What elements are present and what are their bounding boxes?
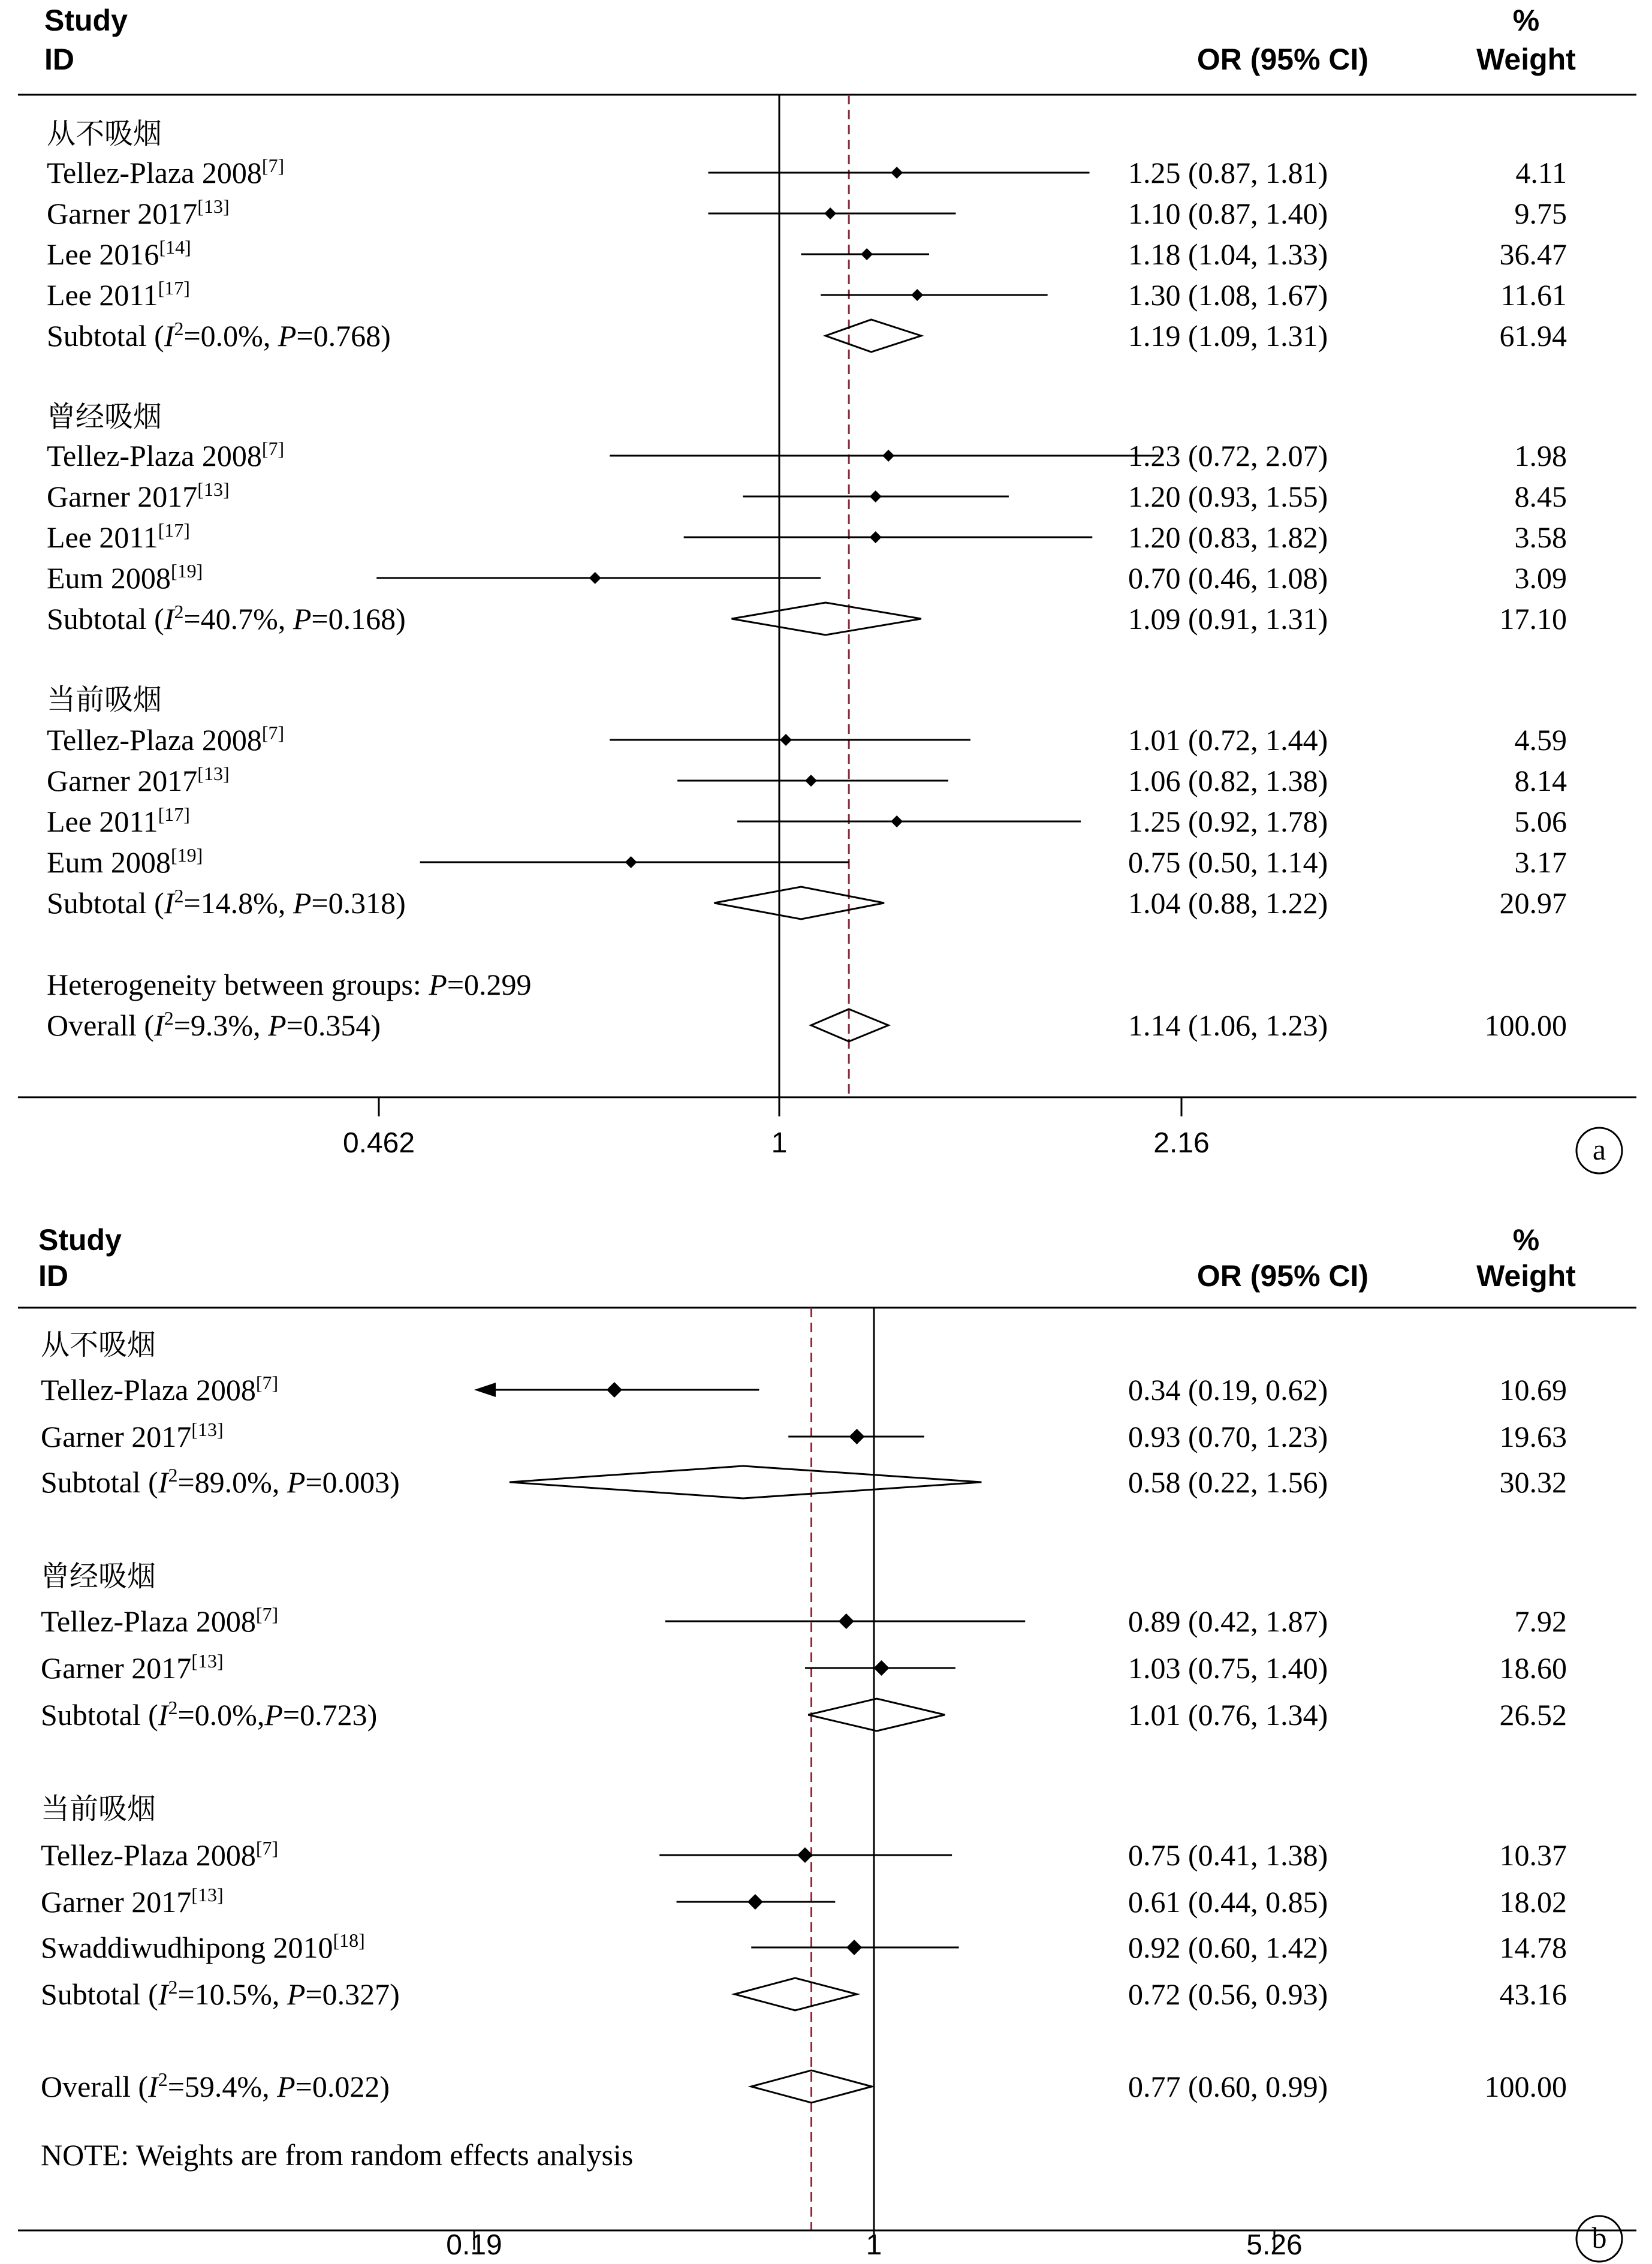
point-estimate — [891, 815, 903, 827]
stat-prefix: Overall ( — [47, 1008, 155, 1042]
study-name: Lee 2011 — [47, 520, 158, 554]
or-ci-value: 0.77 (0.60, 0.99) — [1128, 2070, 1328, 2103]
p-value: =0.723) — [282, 1698, 378, 1732]
stat-prefix: Subtotal ( — [41, 1465, 158, 1499]
study-name: Swaddiwudhipong 2010 — [41, 1931, 333, 1964]
or-ci-value: 0.58 (0.22, 1.56) — [1128, 1465, 1328, 1499]
p-value: =0.022) — [295, 2070, 390, 2103]
header-weight: Weight — [1476, 43, 1576, 76]
i2-exponent: 2 — [174, 885, 184, 907]
study-label — [47, 803, 190, 838]
point-estimate — [805, 775, 817, 787]
forest-panel-b — [18, 1223, 1636, 2262]
subtotal-label — [41, 1976, 400, 2011]
weight-value: 8.14 — [1514, 764, 1567, 797]
x-tick-label: 0.462 — [342, 1127, 415, 1159]
group-label: 当前吸烟 — [47, 683, 162, 716]
study-label — [41, 1884, 224, 1919]
or-ci-value: 1.30 (1.08, 1.67) — [1128, 278, 1328, 312]
point-estimate — [607, 1382, 622, 1398]
weight-value: 18.60 — [1499, 1651, 1567, 1685]
study-name: Lee 2016 — [47, 237, 159, 271]
or-ci-value: 1.04 (0.88, 1.22) — [1128, 886, 1328, 920]
i2-symbol: I — [158, 1698, 168, 1732]
weight-value: 10.69 — [1499, 1373, 1567, 1407]
i2-exponent: 2 — [168, 1976, 178, 1998]
i2-symbol: I — [154, 1008, 164, 1042]
weight-value: 3.09 — [1514, 561, 1567, 595]
point-estimate — [891, 167, 903, 179]
study-label — [47, 438, 284, 472]
study-ref: [13] — [197, 478, 230, 500]
p-symbol: P — [287, 1465, 306, 1499]
group-label: 从不吸烟 — [41, 1328, 156, 1362]
p-symbol: P — [293, 886, 312, 920]
study-name: Tellez-Plaza 2008 — [47, 723, 262, 757]
i2-stats: =0.0%, — [177, 1698, 265, 1732]
header-or-ci: OR (95% CI) — [1196, 43, 1369, 76]
study-name: Tellez-Plaza 2008 — [41, 1604, 256, 1638]
i2-symbol: I — [158, 1465, 168, 1499]
weight-value: 8.45 — [1514, 480, 1567, 513]
study-label — [47, 478, 230, 513]
or-ci-value: 1.01 (0.72, 1.44) — [1128, 723, 1328, 757]
subtotal-label — [41, 1464, 400, 1499]
study-ref: [7] — [255, 1372, 279, 1393]
subtotal-diamond — [825, 320, 921, 352]
subtotal-diamond — [735, 1978, 857, 2010]
or-ci-value: 0.61 (0.44, 0.85) — [1128, 1885, 1328, 1919]
or-ci-value: 1.20 (0.93, 1.55) — [1128, 480, 1328, 513]
subtotal-diamond — [732, 603, 921, 635]
study-name: Garner 2017 — [41, 1885, 192, 1919]
study-name: Lee 2011 — [47, 805, 158, 838]
i2-exponent: 2 — [168, 1697, 178, 1718]
study-label — [47, 844, 203, 879]
study-ref: [17] — [158, 803, 190, 825]
weight-value: 3.58 — [1514, 520, 1567, 554]
stat-prefix: Subtotal ( — [41, 1977, 158, 2011]
weight-value: 100.00 — [1484, 2070, 1567, 2103]
ci-arrow — [474, 1383, 496, 1397]
subtotal-diamond — [714, 887, 884, 919]
point-estimate — [747, 1894, 763, 1910]
weight-value: 14.78 — [1499, 1931, 1567, 1964]
p-value: =0.003) — [305, 1465, 400, 1499]
study-label — [47, 722, 284, 757]
study-name: Garner 2017 — [47, 197, 198, 230]
study-label — [41, 1650, 224, 1685]
weight-value: 11.61 — [1500, 278, 1567, 312]
point-estimate — [780, 734, 792, 746]
weight-value: 9.75 — [1514, 197, 1567, 230]
or-ci-value: 1.25 (0.87, 1.81) — [1128, 156, 1328, 189]
study-ref: [19] — [170, 560, 203, 582]
study-name: Garner 2017 — [41, 1651, 192, 1685]
i2-exponent: 2 — [168, 1464, 178, 1486]
study-label — [47, 519, 190, 554]
subtotal-diamond — [510, 1466, 981, 1498]
stat-prefix: Overall ( — [41, 2070, 149, 2103]
weight-value: 10.37 — [1499, 1838, 1567, 1872]
or-ci-value: 1.18 (1.04, 1.33) — [1128, 237, 1328, 271]
note-label — [41, 2138, 633, 2172]
x-tick-label: 0.19 — [446, 2229, 502, 2261]
or-ci-value: 1.03 (0.75, 1.40) — [1128, 1651, 1328, 1685]
group-label: 曾经吸烟 — [41, 1559, 156, 1593]
x-tick-label: 1 — [771, 1127, 788, 1159]
point-estimate — [882, 450, 894, 462]
study-ref: [7] — [261, 438, 285, 459]
study-name: Eum 2008 — [47, 845, 171, 879]
header-percent: % — [1512, 1223, 1540, 1257]
point-estimate — [870, 531, 882, 543]
weight-value: 43.16 — [1499, 1977, 1567, 2011]
note-text: Heterogeneity between groups: — [47, 968, 429, 1001]
x-tick-label: 5.26 — [1246, 2229, 1303, 2261]
study-label — [41, 1419, 224, 1453]
study-label — [47, 195, 230, 230]
i2-stats: =59.4%, — [167, 2070, 278, 2103]
study-ref: [13] — [197, 195, 230, 217]
study-ref: [13] — [197, 763, 230, 784]
p-symbol: P — [268, 1008, 287, 1042]
or-ci-value: 1.23 (0.72, 2.07) — [1128, 439, 1328, 472]
note-label — [47, 968, 532, 1001]
weight-value: 7.92 — [1514, 1604, 1567, 1638]
group-label: 当前吸烟 — [41, 1792, 156, 1826]
study-ref: [17] — [158, 519, 190, 541]
stat-prefix: Subtotal ( — [47, 602, 164, 636]
i2-exponent: 2 — [164, 1007, 174, 1029]
i2-exponent: 2 — [158, 2069, 168, 2090]
study-ref: [14] — [159, 236, 191, 258]
or-ci-value: 0.70 (0.46, 1.08) — [1128, 561, 1328, 595]
point-estimate — [870, 490, 882, 502]
i2-exponent: 2 — [174, 601, 184, 622]
study-label — [47, 560, 203, 595]
header-weight: Weight — [1476, 1259, 1576, 1293]
header-study: Study — [38, 1223, 122, 1257]
p-value: =0.299 — [447, 968, 532, 1001]
study-label — [47, 236, 191, 271]
header-study: Study — [44, 4, 128, 37]
weight-value: 5.06 — [1514, 805, 1567, 838]
or-ci-value: 1.14 (1.06, 1.23) — [1128, 1008, 1328, 1042]
study-ref: [17] — [158, 277, 190, 299]
p-symbol: P — [278, 319, 297, 353]
header-id: ID — [44, 43, 74, 76]
study-ref: [7] — [261, 155, 285, 176]
weight-value: 30.32 — [1499, 1465, 1567, 1499]
panel-badge-label: a — [1592, 1133, 1606, 1166]
i2-symbol: I — [164, 886, 174, 920]
overall-label — [47, 1007, 381, 1042]
study-ref: [7] — [255, 1603, 279, 1625]
point-estimate — [839, 1613, 854, 1629]
weight-value: 61.94 — [1499, 319, 1567, 353]
p-symbol: P — [287, 1977, 306, 2011]
i2-stats: =9.3%, — [173, 1008, 269, 1042]
study-label — [41, 1929, 365, 1964]
point-estimate — [861, 248, 873, 260]
weight-value: 26.52 — [1499, 1698, 1567, 1732]
x-tick-label: 1 — [866, 2229, 882, 2261]
weight-value: 20.97 — [1499, 886, 1567, 920]
p-symbol: P — [429, 968, 447, 1001]
i2-symbol: I — [164, 602, 174, 636]
p-symbol: P — [277, 2070, 296, 2103]
p-value: =0.318) — [311, 886, 406, 920]
study-name: Tellez-Plaza 2008 — [47, 156, 262, 189]
subtotal-label — [47, 601, 406, 636]
or-ci-value: 1.09 (0.91, 1.31) — [1128, 602, 1328, 636]
study-label — [41, 1372, 278, 1407]
weight-value: 100.00 — [1484, 1008, 1567, 1042]
i2-stats: =89.0%, — [177, 1465, 287, 1499]
p-value: =0.354) — [286, 1008, 381, 1042]
stat-prefix: Subtotal ( — [41, 1698, 158, 1732]
study-name: Eum 2008 — [47, 561, 171, 595]
or-ci-value: 1.10 (0.87, 1.40) — [1128, 197, 1328, 230]
i2-symbol: I — [148, 2070, 158, 2103]
p-symbol: P — [264, 1698, 283, 1732]
study-label — [41, 1837, 278, 1872]
study-name: Garner 2017 — [47, 480, 198, 513]
or-ci-value: 1.19 (1.09, 1.31) — [1128, 319, 1328, 353]
i2-stats: =40.7%, — [183, 602, 293, 636]
x-tick-label: 2.16 — [1153, 1127, 1210, 1159]
or-ci-value: 0.72 (0.56, 0.93) — [1128, 1977, 1328, 2011]
study-label — [47, 277, 190, 312]
study-name: Tellez-Plaza 2008 — [47, 439, 262, 472]
subtotal-label — [47, 885, 406, 920]
study-ref: [13] — [191, 1650, 224, 1672]
study-ref: [7] — [255, 1837, 279, 1859]
weight-value: 18.02 — [1499, 1885, 1567, 1919]
study-ref: [19] — [170, 844, 203, 866]
study-ref: [18] — [333, 1929, 365, 1951]
point-estimate — [849, 1429, 864, 1444]
i2-symbol: I — [158, 1977, 168, 2011]
point-estimate — [911, 289, 923, 301]
study-label — [41, 1603, 278, 1638]
subtotal-label — [47, 318, 391, 353]
study-name: Lee 2011 — [47, 278, 158, 312]
i2-stats: =0.0%, — [183, 319, 278, 353]
weight-value: 4.11 — [1515, 156, 1567, 189]
note-text: NOTE: Weights are from random effects analysis — [41, 2138, 634, 2172]
i2-stats: =14.8%, — [183, 886, 293, 920]
weight-value: 17.10 — [1499, 602, 1567, 636]
study-label — [47, 155, 284, 189]
overall-label — [41, 2069, 390, 2103]
point-estimate — [846, 1940, 862, 1955]
subtotal-label — [41, 1697, 377, 1732]
or-ci-value: 1.25 (0.92, 1.78) — [1128, 805, 1328, 838]
i2-exponent: 2 — [174, 318, 184, 339]
p-value: =0.768) — [296, 319, 391, 353]
header-or-ci: OR (95% CI) — [1196, 1259, 1369, 1293]
study-name: Garner 2017 — [47, 764, 198, 797]
group-label: 曾经吸烟 — [47, 400, 162, 433]
point-estimate — [824, 207, 836, 219]
stat-prefix: Subtotal ( — [47, 886, 164, 920]
header-percent: % — [1512, 4, 1540, 37]
weight-value: 36.47 — [1499, 237, 1567, 271]
study-label — [47, 763, 230, 797]
i2-symbol: I — [164, 319, 174, 353]
study-ref: [13] — [191, 1419, 224, 1440]
p-symbol: P — [293, 602, 312, 636]
or-ci-value: 0.75 (0.50, 1.14) — [1128, 845, 1328, 879]
i2-stats: =10.5%, — [177, 1977, 287, 2011]
or-ci-value: 0.92 (0.60, 1.42) — [1128, 1931, 1328, 1964]
subtotal-diamond — [808, 1699, 945, 1731]
study-ref: [7] — [261, 722, 285, 743]
p-value: =0.168) — [311, 602, 406, 636]
weight-value: 19.63 — [1499, 1420, 1567, 1453]
forest-panel-a — [18, 4, 1636, 1173]
panel-badge-label: b — [1591, 2221, 1607, 2254]
or-ci-value: 0.34 (0.19, 0.62) — [1128, 1373, 1328, 1407]
study-name: Tellez-Plaza 2008 — [41, 1373, 256, 1407]
or-ci-value: 0.93 (0.70, 1.23) — [1128, 1420, 1328, 1453]
weight-value: 1.98 — [1514, 439, 1567, 472]
or-ci-value: 1.20 (0.83, 1.82) — [1128, 520, 1328, 554]
study-name: Tellez-Plaza 2008 — [41, 1838, 256, 1872]
header-id: ID — [38, 1259, 68, 1293]
or-ci-value: 0.75 (0.41, 1.38) — [1128, 1838, 1328, 1872]
group-label: 从不吸烟 — [47, 117, 162, 150]
point-estimate — [589, 572, 601, 584]
or-ci-value: 1.01 (0.76, 1.34) — [1128, 1698, 1328, 1732]
or-ci-value: 0.89 (0.42, 1.87) — [1128, 1604, 1328, 1638]
study-ref: [13] — [191, 1884, 224, 1905]
p-value: =0.327) — [305, 1977, 400, 2011]
study-name: Garner 2017 — [41, 1420, 192, 1453]
point-estimate — [874, 1660, 890, 1676]
weight-value: 3.17 — [1514, 845, 1567, 879]
stat-prefix: Subtotal ( — [47, 319, 164, 353]
point-estimate — [625, 856, 637, 868]
weight-value: 4.59 — [1514, 723, 1567, 757]
or-ci-value: 1.06 (0.82, 1.38) — [1128, 764, 1328, 797]
